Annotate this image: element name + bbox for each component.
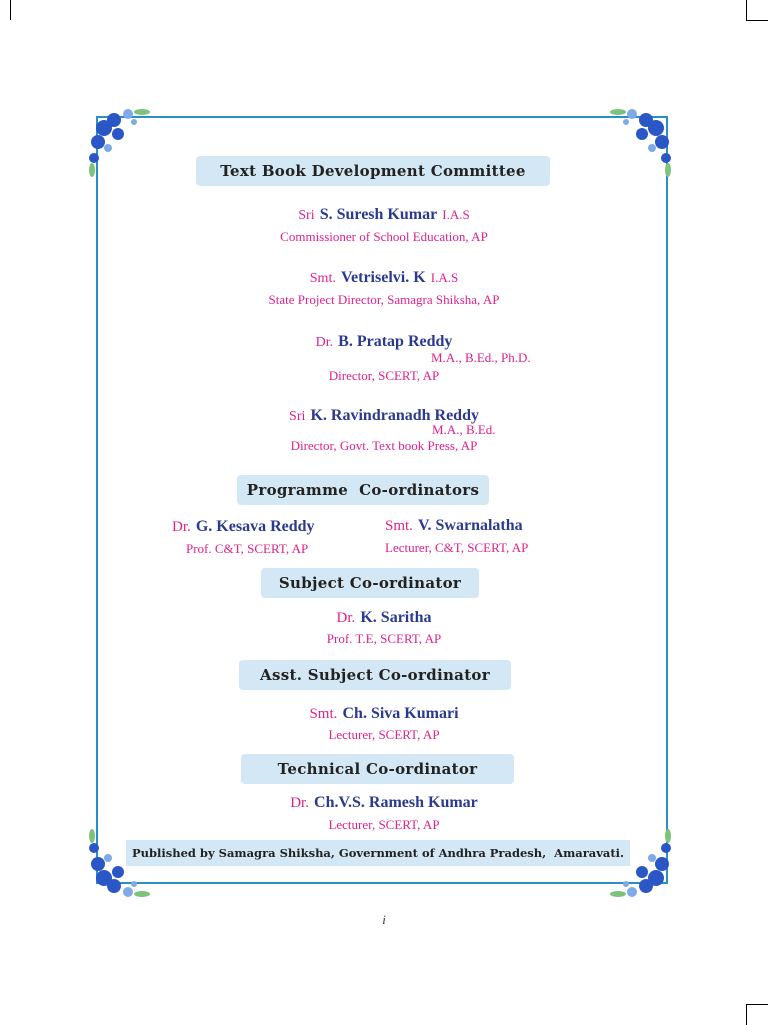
member-designation: State Project Director, Samagra Shiksha, AP <box>268 292 500 307</box>
member-designation: Director, SCERT, AP <box>328 368 440 383</box>
asst-subject-coordinator <box>0 703 768 723</box>
name-prefix: Sri <box>289 409 306 424</box>
section-header-committee: Text Book Development Committee <box>196 156 550 186</box>
member-name: Vetriselvi. K <box>340 269 426 286</box>
name-prefix: Smt. <box>385 518 413 534</box>
member-designation: Prof. C&T, SCERT, AP <box>186 541 309 556</box>
section-header-subject: Subject Co-ordinator <box>261 568 479 598</box>
name-prefix: Dr. <box>336 610 356 626</box>
committee-member-3 <box>0 331 768 351</box>
crop-mark <box>746 1004 768 1025</box>
name-prefix: Smt. <box>309 271 336 286</box>
flower-corner-icon <box>596 100 676 180</box>
flower-corner-icon <box>84 826 164 906</box>
member-name: S. Suresh Kumar <box>319 206 438 223</box>
member-name: K. Saritha <box>360 609 432 626</box>
member-designation: Prof. T.E, SCERT, AP <box>326 631 442 646</box>
member-suffix: I.A.S <box>430 270 459 285</box>
programme-coordinator-2 <box>385 515 523 535</box>
name-prefix: Dr. <box>315 335 334 350</box>
member-designation: Lecturer, SCERT, AP <box>328 817 440 832</box>
technical-coordinator <box>0 792 768 812</box>
flower-corner-icon <box>84 100 164 180</box>
committee-member-2 <box>0 267 768 287</box>
member-name: B. Pratap Reddy <box>338 333 453 350</box>
member-designation: Commissioner of School Education, AP <box>280 229 488 244</box>
subject-coordinator <box>0 607 768 627</box>
section-header-asst: Asst. Subject Co-ordinator <box>239 660 511 690</box>
committee-member-4 <box>0 405 768 425</box>
name-prefix: Smt. <box>309 706 338 722</box>
member-qualification: M.A., B.Ed. <box>432 422 496 437</box>
member-designation: Lecturer, C&T, SCERT, AP <box>385 540 529 555</box>
member-name: G. Kesava Reddy <box>195 518 315 535</box>
member-name: V. Swarnalatha <box>418 517 523 534</box>
name-prefix: Dr. <box>172 519 191 535</box>
member-designation: Director, Govt. Text book Press, AP <box>290 438 478 453</box>
member-name: Ch. Siva Kumari <box>342 705 459 722</box>
member-suffix: I.A.S <box>442 207 470 222</box>
committee-member-1 <box>0 204 768 224</box>
crop-mark <box>0 0 11 20</box>
crop-mark <box>746 0 768 21</box>
member-qualification: M.A., B.Ed., Ph.D. <box>431 350 531 365</box>
name-prefix: Sri <box>298 208 315 223</box>
name-prefix: Dr. <box>290 795 309 811</box>
member-name: Ch.V.S. Ramesh Kumar <box>314 794 478 811</box>
publisher-line: Published by Samagra Shiksha, Government of Andhra Pradesh, Amaravati. <box>126 840 630 866</box>
page-number: i <box>382 912 386 927</box>
member-designation: Lecturer, SCERT, AP <box>328 727 440 742</box>
section-header-programme: Programme Co-ordinators <box>237 475 489 505</box>
flower-corner-icon <box>596 826 676 906</box>
section-header-technical: Technical Co-ordinator <box>241 754 514 784</box>
member-name: K. Ravindranadh Reddy <box>310 407 479 424</box>
programme-coordinator-1 <box>172 516 315 536</box>
